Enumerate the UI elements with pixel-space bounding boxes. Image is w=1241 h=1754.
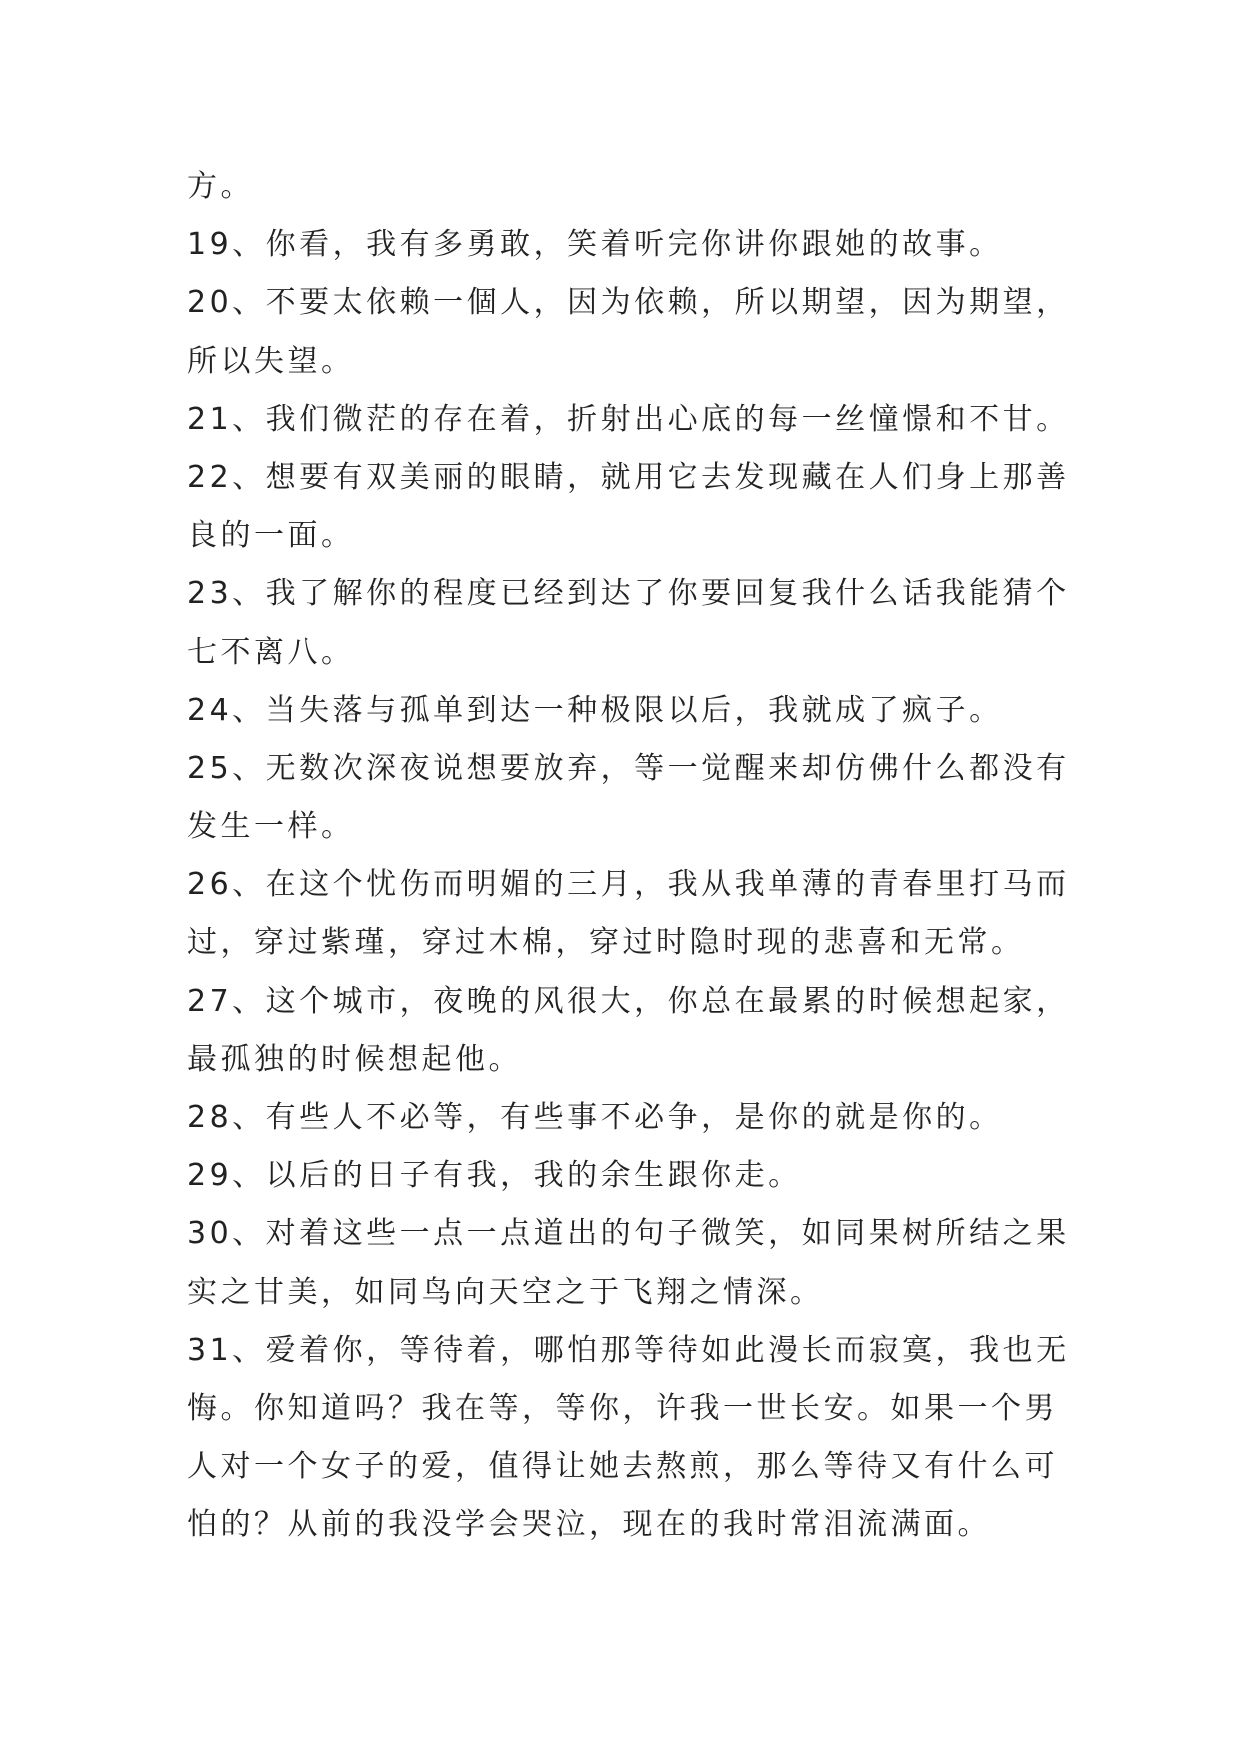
text-line: 31、爱着你，等待着，哪怕那等待如此漫长而寂寞，我也无 bbox=[187, 1332, 1070, 1368]
text-line: 27、这个城市，夜晚的风很大，你总在最累的时候想起家， bbox=[187, 983, 1070, 1019]
text-line: 20、不要太依赖一個人，因为依赖，所以期望，因为期望， bbox=[187, 285, 1070, 321]
text-line: 悔。你知道吗？我在等，等你，许我一世长安。如果一个男 bbox=[187, 1390, 1058, 1426]
text-line: 所以失望。 bbox=[187, 343, 355, 379]
text-line: 30、对着这些一点一点道出的句子微笑，如同果树所结之果 bbox=[187, 1216, 1070, 1252]
text-line: 实之甘美，如同鸟向天空之于飞翔之情深。 bbox=[187, 1274, 824, 1310]
text-line: 26、在这个忧伤而明媚的三月，我从我单薄的青春里打马而 bbox=[187, 867, 1070, 903]
text-line: 发生一样。 bbox=[187, 809, 355, 845]
text-line: 21、我们微茫的存在着，折射出心底的每一丝憧憬和不甘。 bbox=[187, 401, 1070, 437]
text-line: 19、你看，我有多勇敢，笑着听完你讲你跟她的故事。 bbox=[187, 227, 1003, 263]
text-line: 方。 bbox=[187, 169, 254, 204]
text-line: 29、以后的日子有我，我的余生跟你走。 bbox=[187, 1158, 802, 1194]
text-line: 24、当失落与孤单到达一种极限以后，我就成了疯子。 bbox=[187, 692, 1003, 728]
text-line: 七不离八。 bbox=[187, 634, 355, 670]
text-line: 怕的？从前的我没学会哭泣，现在的我时常泪流满面。 bbox=[187, 1507, 991, 1543]
text-line: 良的一面。 bbox=[187, 518, 355, 554]
text-line: 最孤独的时候想起他。 bbox=[187, 1041, 522, 1077]
text-line: 25、无数次深夜说想要放弃，等一觉醒来却仿佛什么都没有 bbox=[187, 750, 1070, 786]
text-line: 人对一个女子的爱，值得让她去熬煎，那么等待又有什么可 bbox=[187, 1449, 1058, 1485]
text-line: 过，穿过紫瑾，穿过木棉，穿过时隐时现的悲喜和无常。 bbox=[187, 925, 1025, 961]
text-line: 28、有些人不必等，有些事不必争，是你的就是你的。 bbox=[187, 1100, 1003, 1135]
text-body bbox=[187, 158, 1087, 1555]
text-line: 22、想要有双美丽的眼睛，就用它去发现藏在人们身上那善 bbox=[187, 459, 1070, 495]
text-line: 23、我了解你的程度已经到达了你要回复我什么话我能猜个 bbox=[187, 576, 1070, 612]
